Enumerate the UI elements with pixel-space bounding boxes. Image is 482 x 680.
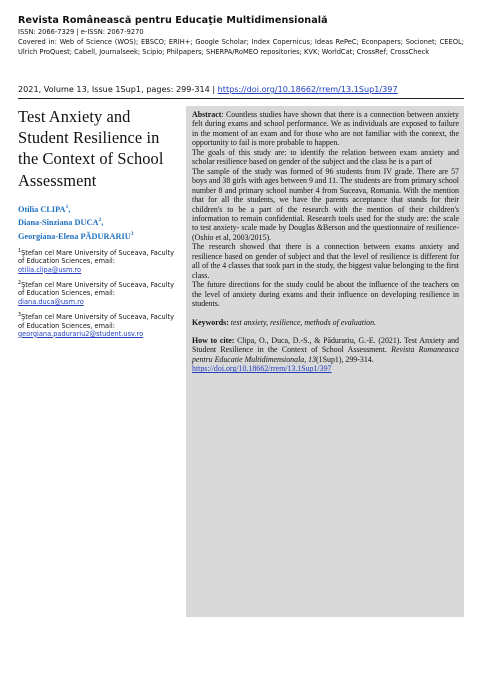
affiliation-sup: 3 <box>18 313 22 319</box>
journal-indexing: Covered in: Web of Science (WOS); EBSCO; ERIH+; Google Scholar; Index Copernicus; Ideas RePeC; Econpapers; Socionet; CEEOL; Ulrich ProQuest; Cabell, Journalseek; Scipio; Philpapers; SHERPA/RoMEO repositories; KVK; WorldCat; CrossRef; CrossCheck <box>18 37 464 56</box>
keywords-label: Keywords: <box>192 317 229 327</box>
header-divider <box>18 98 464 99</box>
abstract-label: Abstract <box>192 110 222 119</box>
affiliation-text: Ştefan cel Mare University of Suceava, Faculty of Education Sciences, email: <box>18 313 174 330</box>
affiliation <box>18 280 178 306</box>
citation-issue: (1Sup1), 299-314. <box>316 354 374 364</box>
abstract-paragraph: The goals of this study are: to identify the relation between exam anxiety and scholar resilience based on gender of the subject and the class he is a part of <box>192 147 459 167</box>
author-sup: 3 <box>130 230 134 237</box>
keywords <box>192 318 459 327</box>
author-name: Georgiana-Elena PĂDURARIU <box>18 231 131 241</box>
citation-line <box>18 84 464 94</box>
citation-text: Clipa, O., Duca, D.-S., & Pădurariu, G.-E. (2021). Test Anxiety and Student Resilience in the Context of School Assessment. <box>192 335 459 355</box>
article-title: Test Anxiety and Student Resilience in the Context of School Assessment <box>18 107 164 190</box>
abstract-paragraph: The sample of the study was formed of 96 students from IV grade. There are 57 boys and 38 girls with ages between 9 and 11. The students are from primary school number 8 and primary school number 4 from Suceava, Romania. With the mention that for all the students, we have the parents acceptance that stands for their children's to be a part of the research with the mention of their children's information to remain confidential. Research tools used for the study are: the scale to test anxiety- scale made by Douglas &Berson and the questionnaire of resilience-(Oshio et al, 2003/2015). <box>192 166 459 242</box>
email-link[interactable]: georgiana.padurariu2@student.usv.ro <box>18 329 144 338</box>
doi-link[interactable]: https://doi.org/10.18662/rrem/13.1Sup1/397 <box>217 84 398 94</box>
keywords-text: test anxiety, resilience, methods of evaluation. <box>228 317 377 327</box>
email-link[interactable]: diana.duca@usm.ro <box>18 297 84 306</box>
journal-issn: ISSN: 2066-7329 | e-ISSN: 2067-9270 <box>18 28 144 36</box>
abstract-text: : Countless studies have shown that there is a connection between anxiety felt during exams and school performance. We as individuals are exposed to failure in the moment of an exam and for those who are not familiar with the context, the opportunity to fail is more probable to happen. <box>192 110 459 148</box>
how-to-cite <box>192 336 459 374</box>
author <box>18 229 178 242</box>
author <box>18 202 178 215</box>
volume-pages: 2021, Volume 13, Issue 1Sup1, pages: 299-314 | <box>18 84 218 94</box>
affiliation-sup: 1 <box>18 248 22 254</box>
author-sup: 1 <box>65 203 69 210</box>
author-sup: 2 <box>98 217 102 224</box>
author-name: Diana-Sînziana DUCA <box>18 217 99 227</box>
author-sep: , <box>68 204 71 214</box>
affiliation-sup: 2 <box>18 280 22 286</box>
abstract-paragraph: The research showed that there is a connection between exams anxiety and resilience based on gender of subject and that the level of resilience is different for all of the 4 classes that took part in the study, the biggest value belonging to the first class. <box>192 242 459 280</box>
how-to-cite-label: How to cite: <box>192 335 235 345</box>
citation-journal: Revista Romaneasca pentru Educatie Multidimensionala, 13 <box>192 345 459 364</box>
author-sep: , <box>101 217 104 227</box>
affiliation <box>18 248 178 274</box>
abstract-paragraph <box>192 110 459 148</box>
abstract-paragraph: The future directions for the study could be about the influence of the teachers on the level of anxiety during exams and their influence on developing resilience in students. <box>192 280 459 309</box>
article-sidebar <box>18 106 178 338</box>
abstract <box>192 110 459 374</box>
affiliation-text: Ştefan cel Mare University of Suceava, Faculty of Education Sciences, email: <box>18 249 174 266</box>
affiliation-list <box>18 248 178 338</box>
journal-title: Revista Românească pentru Educaţie Multidimensională <box>18 15 328 26</box>
citation-doi-link[interactable]: https://doi.org/10.18662/rrem/13.1Sup1/397 <box>192 364 332 374</box>
author-name: Otilia CLIPA <box>18 204 66 214</box>
author-list <box>18 202 178 242</box>
journal-header <box>18 15 464 57</box>
email-link[interactable]: otilia.clipa@usm.ro <box>18 265 82 274</box>
affiliation-text: Ştefan cel Mare University of Suceava, Faculty of Education Sciences, email: <box>18 281 174 298</box>
affiliation <box>18 312 178 338</box>
author <box>18 215 178 228</box>
